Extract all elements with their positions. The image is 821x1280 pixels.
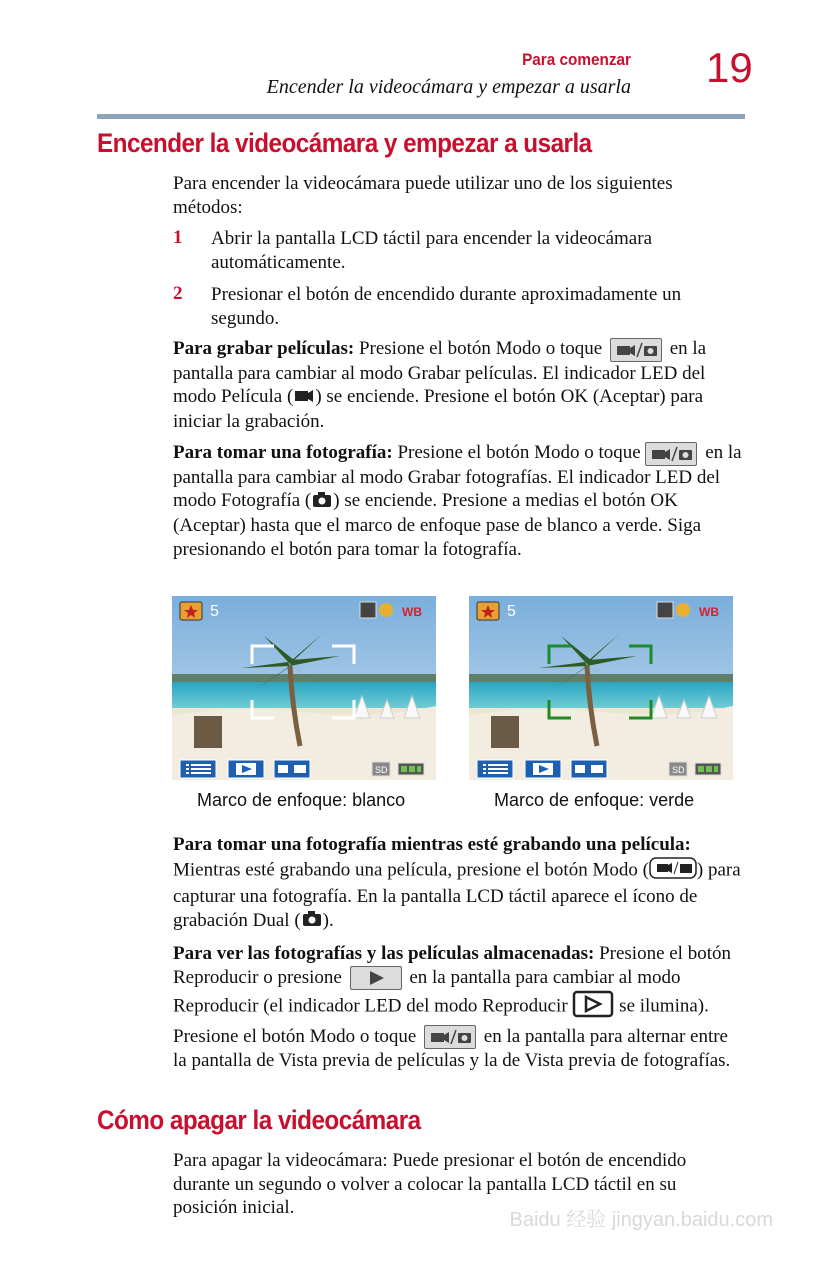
movies-paragraph	[173, 337, 745, 434]
play-button-icon	[350, 966, 402, 990]
movie-led-icon	[293, 386, 315, 411]
photo-lead: Para tomar una fotografía:	[173, 442, 393, 463]
photo-text-3: ) se enciende. Presione a medias el botón OK (Aceptar) hasta que el marco de enfoque pase de blanco a verde. Siga presionando el botón para tomar la fotografía.	[173, 490, 702, 560]
power-off-paragraph: Para apagar la videocámara: Puede presionar el botón de encendido durante un segundo o volver a colocar la pantalla LCD táctil en su posición inicial.	[173, 1150, 687, 1218]
shots-remaining: 5	[507, 603, 516, 620]
mode-toggle-icon	[424, 1025, 476, 1049]
photo-text-1: Presione el botón Modo o toque	[392, 442, 646, 463]
view-lead: Para ver las fotografías y las películas almacenadas:	[173, 943, 595, 964]
mode-toggle-icon	[610, 338, 662, 362]
view-text-3: se ilumina). Presione el botón Modo o toque	[173, 995, 709, 1047]
movies-text-2: en la pantalla para cambiar al modo Grabar películas. El indicador LED del modo Película (	[173, 338, 707, 408]
section-title-power-on: Encender la videocámara y empezar a usarla	[97, 128, 592, 158]
header-rule	[97, 114, 745, 119]
wb-badge: WB	[699, 605, 719, 619]
step-number-1: 1	[173, 227, 183, 248]
dual-text-1: Mientras esté grabando una película, presione el botón Modo (	[173, 859, 649, 881]
caption-green-frame: Marco de enfoque: verde	[494, 790, 695, 810]
section-title-power-off: Cómo apagar la videocámara	[97, 1105, 421, 1135]
dual-text-2: ) para capturar una fotografía. En la pantalla LCD táctil aparece el ícono de grabación Dual (	[173, 859, 741, 931]
watermark-logo: Baidu 经验 jingyan.baidu.com	[509, 1209, 773, 1231]
storage-badge: SD	[375, 765, 388, 775]
movies-text-3: ) se enciende. Presione el botón OK (Aceptar) para iniciar la grabación.	[173, 386, 704, 433]
view-text-1: Presione el botón Reproducir o presione	[173, 943, 731, 988]
dual-lead: Para tomar una fotografía mientras esté grabando una película:	[173, 834, 691, 855]
photo-paragraph	[173, 441, 745, 561]
page-number: 19	[706, 44, 753, 91]
photo-text-2: en la pantalla para cambiar al modo Grabar fotografías. El indicador LED del modo Fotografía (	[173, 442, 742, 512]
storage-badge: SD	[672, 765, 685, 775]
view-paragraph	[173, 942, 745, 1073]
movies-lead: Para grabar películas:	[173, 338, 355, 359]
lcd-screen-white-frame	[172, 596, 436, 780]
caption-white-frame: Marco de enfoque: blanco	[197, 790, 406, 810]
shots-remaining: 5	[210, 603, 219, 620]
running-header-section: Para comenzar	[522, 50, 631, 69]
playback-led-icon	[572, 990, 614, 1025]
camera-led-icon	[311, 490, 333, 515]
step-text-1: Abrir la pantalla LCD táctil para encender la videocámara automáticamente.	[211, 228, 652, 273]
dual-text-3: ).	[322, 909, 334, 931]
movies-text-1: Presione el botón Modo o toque	[354, 338, 607, 359]
view-text-2: en la pantalla para cambiar al modo Reproducir (el indicador LED del modo Reproducir	[173, 966, 681, 1017]
dual-record-paragraph	[173, 833, 745, 933]
camera-dual-icon	[301, 909, 323, 934]
wb-badge: WB	[402, 605, 422, 619]
running-header-subtitle: Encender la videocámara y empezar a usarla	[266, 76, 631, 98]
step-text-2: Presionar el botón de encendido durante aproximadamente un segundo.	[211, 284, 682, 329]
mode-toggle-icon	[645, 442, 697, 466]
step-number-2: 2	[173, 283, 183, 304]
intro-paragraph: Para encender la videocámara puede utilizar uno de los siguientes métodos:	[173, 173, 673, 218]
lcd-screen-green-frame	[469, 596, 733, 780]
view-text-4: en la pantalla para alternar entre la pantalla de Vista previa de películas y la de Vista previa de fotografías.	[173, 1025, 731, 1072]
mode-button-icon	[649, 857, 697, 886]
